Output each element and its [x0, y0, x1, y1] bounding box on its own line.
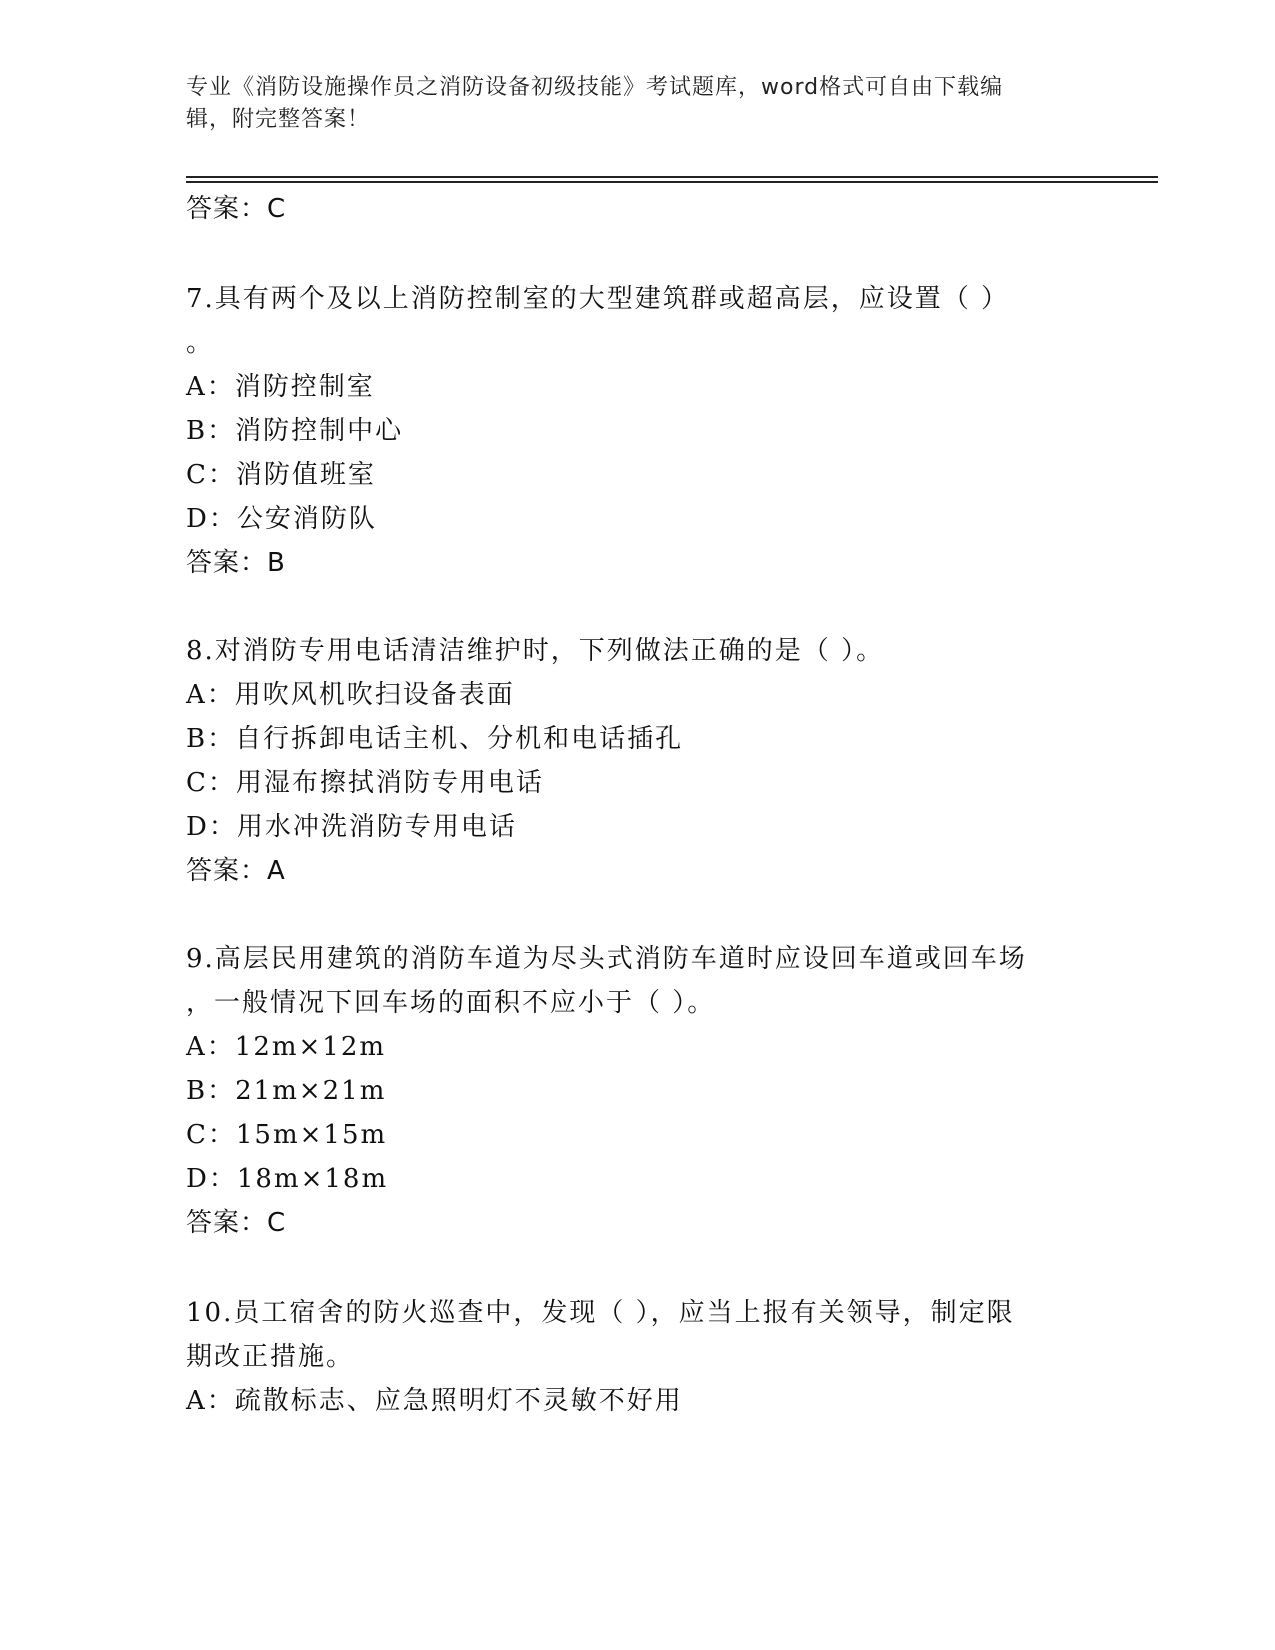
- q8-stem-line-1: 8.对消防专用电话清洁维护时，下列做法正确的是（ ）。: [186, 636, 885, 666]
- q9-option-c: C：15m×15m: [186, 1120, 388, 1150]
- q10-stem-line-2: 期改正措施。: [186, 1342, 355, 1372]
- header-line-1: 专业《消防设施操作员之消防设备初级技能》考试题库，word格式可自由下载编: [186, 75, 1004, 100]
- q7-stem-line-1: 7.具有两个及以上消防控制室的大型建筑群或超高层，应设置（ ）: [186, 284, 1010, 314]
- q8-option-d: D：用水冲洗消防专用电话: [186, 812, 517, 842]
- answer-q8: 答案：A: [186, 856, 286, 886]
- q9-option-b: B：21m×21m: [186, 1076, 387, 1106]
- q8-option-c: C：用湿布擦拭消防专用电话: [186, 768, 544, 798]
- q7-option-a: A：消防控制室: [186, 372, 375, 402]
- header-rule-bottom: [186, 181, 1158, 183]
- q9-option-d: D：18m×18m: [186, 1164, 389, 1194]
- q7-stem-line-2: 。: [186, 328, 215, 358]
- q7-option-d: D：公安消防队: [186, 504, 377, 534]
- q7-option-b: B：消防控制中心: [186, 416, 404, 446]
- header-rule-top: [186, 176, 1158, 178]
- answer-q6: 答案：C: [186, 194, 287, 224]
- q9-stem-line-2: ，一般情况下回车场的面积不应小于（ ）。: [186, 988, 716, 1018]
- q8-option-b: B：自行拆卸电话主机、分机和电话插孔: [186, 724, 684, 754]
- q9-stem-line-1: 9.高层民用建筑的消防车道为尽头式消防车道时应设回车道或回车场: [186, 944, 1027, 974]
- answer-q9: 答案：C: [186, 1208, 287, 1238]
- q7-option-c: C：消防值班室: [186, 460, 376, 490]
- answer-q7: 答案：B: [186, 548, 286, 578]
- q10-stem-line-1: 10.员工宿舍的防火巡查中，发现（ ），应当上报有关领导，制定限: [186, 1298, 1015, 1328]
- header-line-2: 辑，附完整答案！: [186, 107, 371, 132]
- q10-option-a: A：疏散标志、应急照明灯不灵敏不好用: [186, 1386, 683, 1416]
- q8-option-a: A：用吹风机吹扫设备表面: [186, 680, 515, 710]
- document-header: [186, 72, 1086, 136]
- q9-option-a: A：12m×12m: [186, 1032, 387, 1062]
